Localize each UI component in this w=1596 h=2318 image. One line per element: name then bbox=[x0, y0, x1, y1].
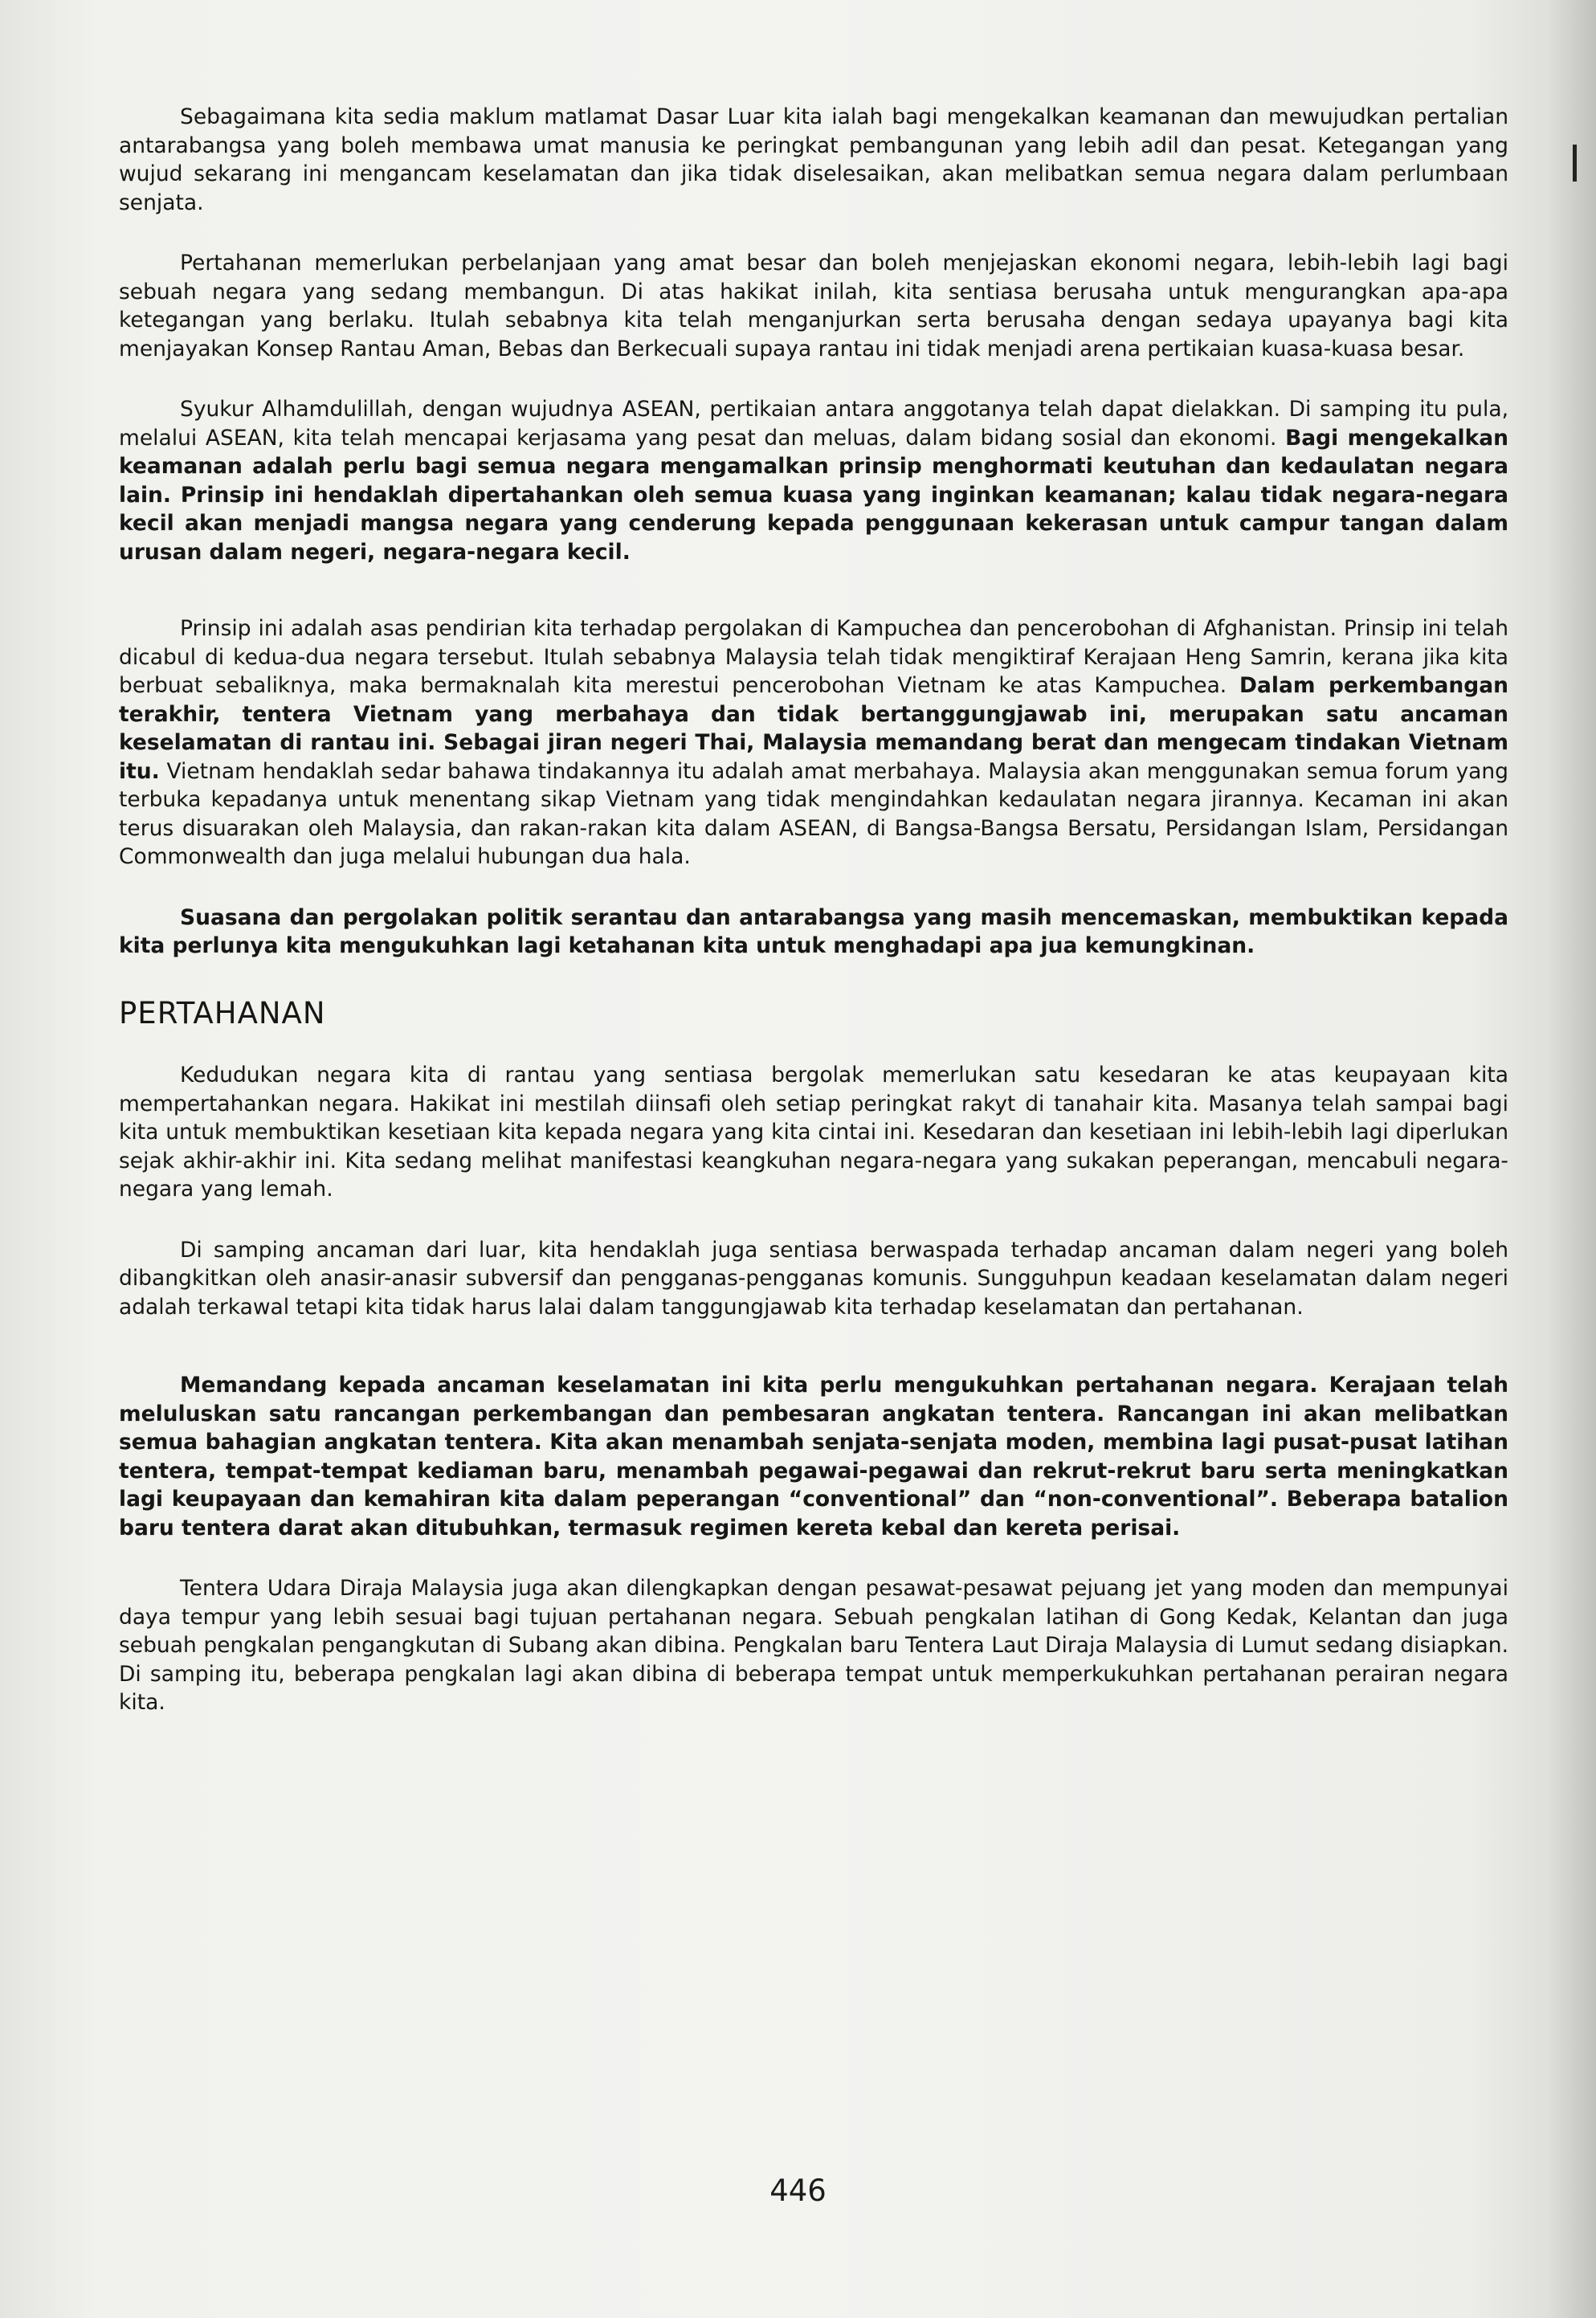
paragraph-dasar-luar-2 bbox=[119, 249, 1508, 363]
paragraph-bold-text: Bagi mengekalkan keamanan adalah perlu bagi semua negara mengamalkan prinsip menghormati keutuhan dan kedaulatan negara lain. Prinsip ini hendaklah dipertahankan oleh semua kuasa yang inginkan keamanan; kalau tidak negara-negara kecil akan menjadi mangsa negara yang cenderung kepada penggunaan kekerasan untuk campur tangan dalam urusan dalam negeri, negara-negara kecil. bbox=[119, 425, 1508, 565]
page-body bbox=[119, 103, 1508, 1749]
paragraph-memandang bbox=[119, 1371, 1508, 1542]
paragraph-text: Pertahanan memerlukan perbelanjaan yang amat besar dan boleh menjejaskan ekonomi negara, lebih-lebih lagi bagi sebuah negara yang sedang membangun. Di atas hakikat inilah, kita sentiasa berusaha untuk mengurangkan apa-apa ketegangan yang berlaku. Itulah sebabnya kita telah menganjurkan serta berusaha dengan sedaya upayanya bagi kita menjayakan Konsep Rantau Aman, Bebas dan Berkecuali supaya rantau ini tidak menjadi arena pertikaian kuasa-kuasa besar. bbox=[119, 251, 1508, 361]
page-number: 446 bbox=[769, 2173, 827, 2208]
paragraph-text: Di samping ancaman dari luar, kita hendaklah juga sentiasa berwaspada terhadap ancaman dalam negeri yang boleh dibangkitkan oleh anasir-anasir subversif dan pengganas-pengganas komunis. Sungguhpun keadaan keselamatan dalam negeri adalah terkawal tetapi kita tidak harus lalai dalam tanggungjawab kita terhadap keselamatan dan pertahanan. bbox=[119, 1237, 1508, 1320]
paragraph-bold-text: Memandang kepada ancaman keselamatan ini kita perlu mengukuhkan pertahanan negara. Kerajaan telah meluluskan satu rancangan perkembangan dan pembesaran angkatan tentera. Rancangan ini akan melibatkan semua bahagian angkatan tentera. Kita akan menambah senjata-senjata moden, membina lagi pusat-pusat latihan tentera, tempat-tempat kediaman baru, menambah pegawai-pegawai dan rekrut-rekrut baru serta meningkatkan lagi keupayaan dan kemahiran kita dalam peperangan “conventional” dan “non-conventional”. Beberapa batalion baru tentera darat akan ditubuhkan, termasuk regimen kereta kebal dan kereta perisai. bbox=[119, 1373, 1508, 1541]
paragraph-text: Tentera Udara Diraja Malaysia juga akan dilengkapkan dengan pesawat-pesawat pejuang jet yang moden dan mempunyai daya tempur yang lebih sesuai bagi tujuan pertahanan negara. Sebuah pengkalan latihan di Gong Kedak, Kelantan dan juga sebuah pengkalan pengangkutan di Subang akan dibina. Pengkalan baru Tentera Laut Diraja Malaysia di Lumut sedang disiapkan. Di samping itu, beberapa pengkalan lagi akan dibina di beberapa tempat untuk memperkukuhkan pertahanan perairan negara kita. bbox=[119, 1576, 1508, 1715]
section-heading-pertahanan: PERTAHANAN bbox=[119, 995, 326, 1030]
paragraph-ancaman-dalam bbox=[119, 1236, 1508, 1322]
paragraph-text: Syukur Alhamdulillah, dengan wujudnya ASEAN, pertikaian antara anggotanya telah dapat dielakkan. Di samping itu pula, melalui ASEAN, kita telah mencapai kerjasama yang pesat dan meluas, dalam bidang sosial dan ekonomi. bbox=[119, 397, 1508, 451]
paragraph-tentera-udara bbox=[119, 1574, 1508, 1717]
paragraph-dasar-luar-1 bbox=[119, 103, 1508, 217]
paragraph-suasana bbox=[119, 904, 1508, 961]
margin-mark bbox=[1573, 145, 1577, 182]
paragraph-kampuchea bbox=[119, 614, 1508, 871]
paragraph-text: Kedudukan negara kita di rantau yang sentiasa bergolak memerlukan satu kesedaran ke atas keupayaan kita mempertahankan negara. Hakikat ini mestilah diinsafi oleh setiap peringkat rakyt di tanahair kita. Masanya telah sampai bagi kita untuk membuktikan kesetiaan kita kepada negara yang kita cintai ini. Kesedaran dan kesetiaan ini lebih-lebih lagi diperlukan sejak akhir-akhir ini. Kita sedang melihat manifestasi keangkuhan negara-negara yang sukakan peperangan, mencabuli negara-negara yang lemah. bbox=[119, 1063, 1508, 1202]
paragraph-text: Sebagaimana kita sedia maklum matlamat Dasar Luar kita ialah bagi mengekalkan keamanan dan mewujudkan pertalian antarabangsa yang boleh membawa umat manusia ke peringkat pembangunan yang lebih adil dan pesat. Ketegangan yang wujud sekarang ini mengancam keselamatan dan jika tidak diselesaikan, akan melibatkan semua negara dalam perlumbaan senjata. bbox=[119, 104, 1508, 215]
page-edge-shadow bbox=[1548, 0, 1596, 2318]
paragraph-bold-text: Dalam perkembangan terakhir, tentera Vietnam yang merbahaya dan tidak bertanggungjawab ini, merupakan satu ancaman keselamatan di rantau ini. Sebagai jiran negeri Thai, Malaysia memandang berat dan mengecam tindakan Vietnam itu. bbox=[119, 673, 1508, 784]
paragraph-kedudukan bbox=[119, 1061, 1508, 1204]
paragraph-asean bbox=[119, 395, 1508, 566]
paragraph-text-tail: Vietnam hendaklah sedar bahawa tindakannya itu adalah amat merbahaya. Malaysia akan menggunakan semua forum yang terbuka kepadanya untuk menentang sikap Vietnam yang tidak mengindahkan kedaulatan negara jirannya. Kecaman ini akan terus disuarakan oleh Malaysia, dan rakan-rakan kita dalam ASEAN, di Bangsa-Bangsa Bersatu, Persidangan Islam, Persidangan Commonwealth dan juga melalui hubungan dua hala. bbox=[119, 758, 1508, 869]
paragraph-bold-text: Suasana dan pergolakan politik serantau dan antarabangsa yang masih mencemaskan, membuktikan kepada kita perlunya kita mengukuhkan lagi ketahanan kita untuk menghadapi apa jua kemungkinan. bbox=[119, 904, 1508, 958]
paragraph-text: Prinsip ini adalah asas pendirian kita terhadap pergolakan di Kampuchea dan pencerobohan di Afghanistan. Prinsip ini telah dicabul di kedua-dua negara tersebut. Itulah sebabnya Malaysia telah tidak mengiktiraf Kerajaan Heng Samrin, kerana jika kita berbuat sebaliknya, maka bermaknalah kita merestui pencerobohan Vietnam ke atas Kampuchea. bbox=[119, 616, 1508, 698]
